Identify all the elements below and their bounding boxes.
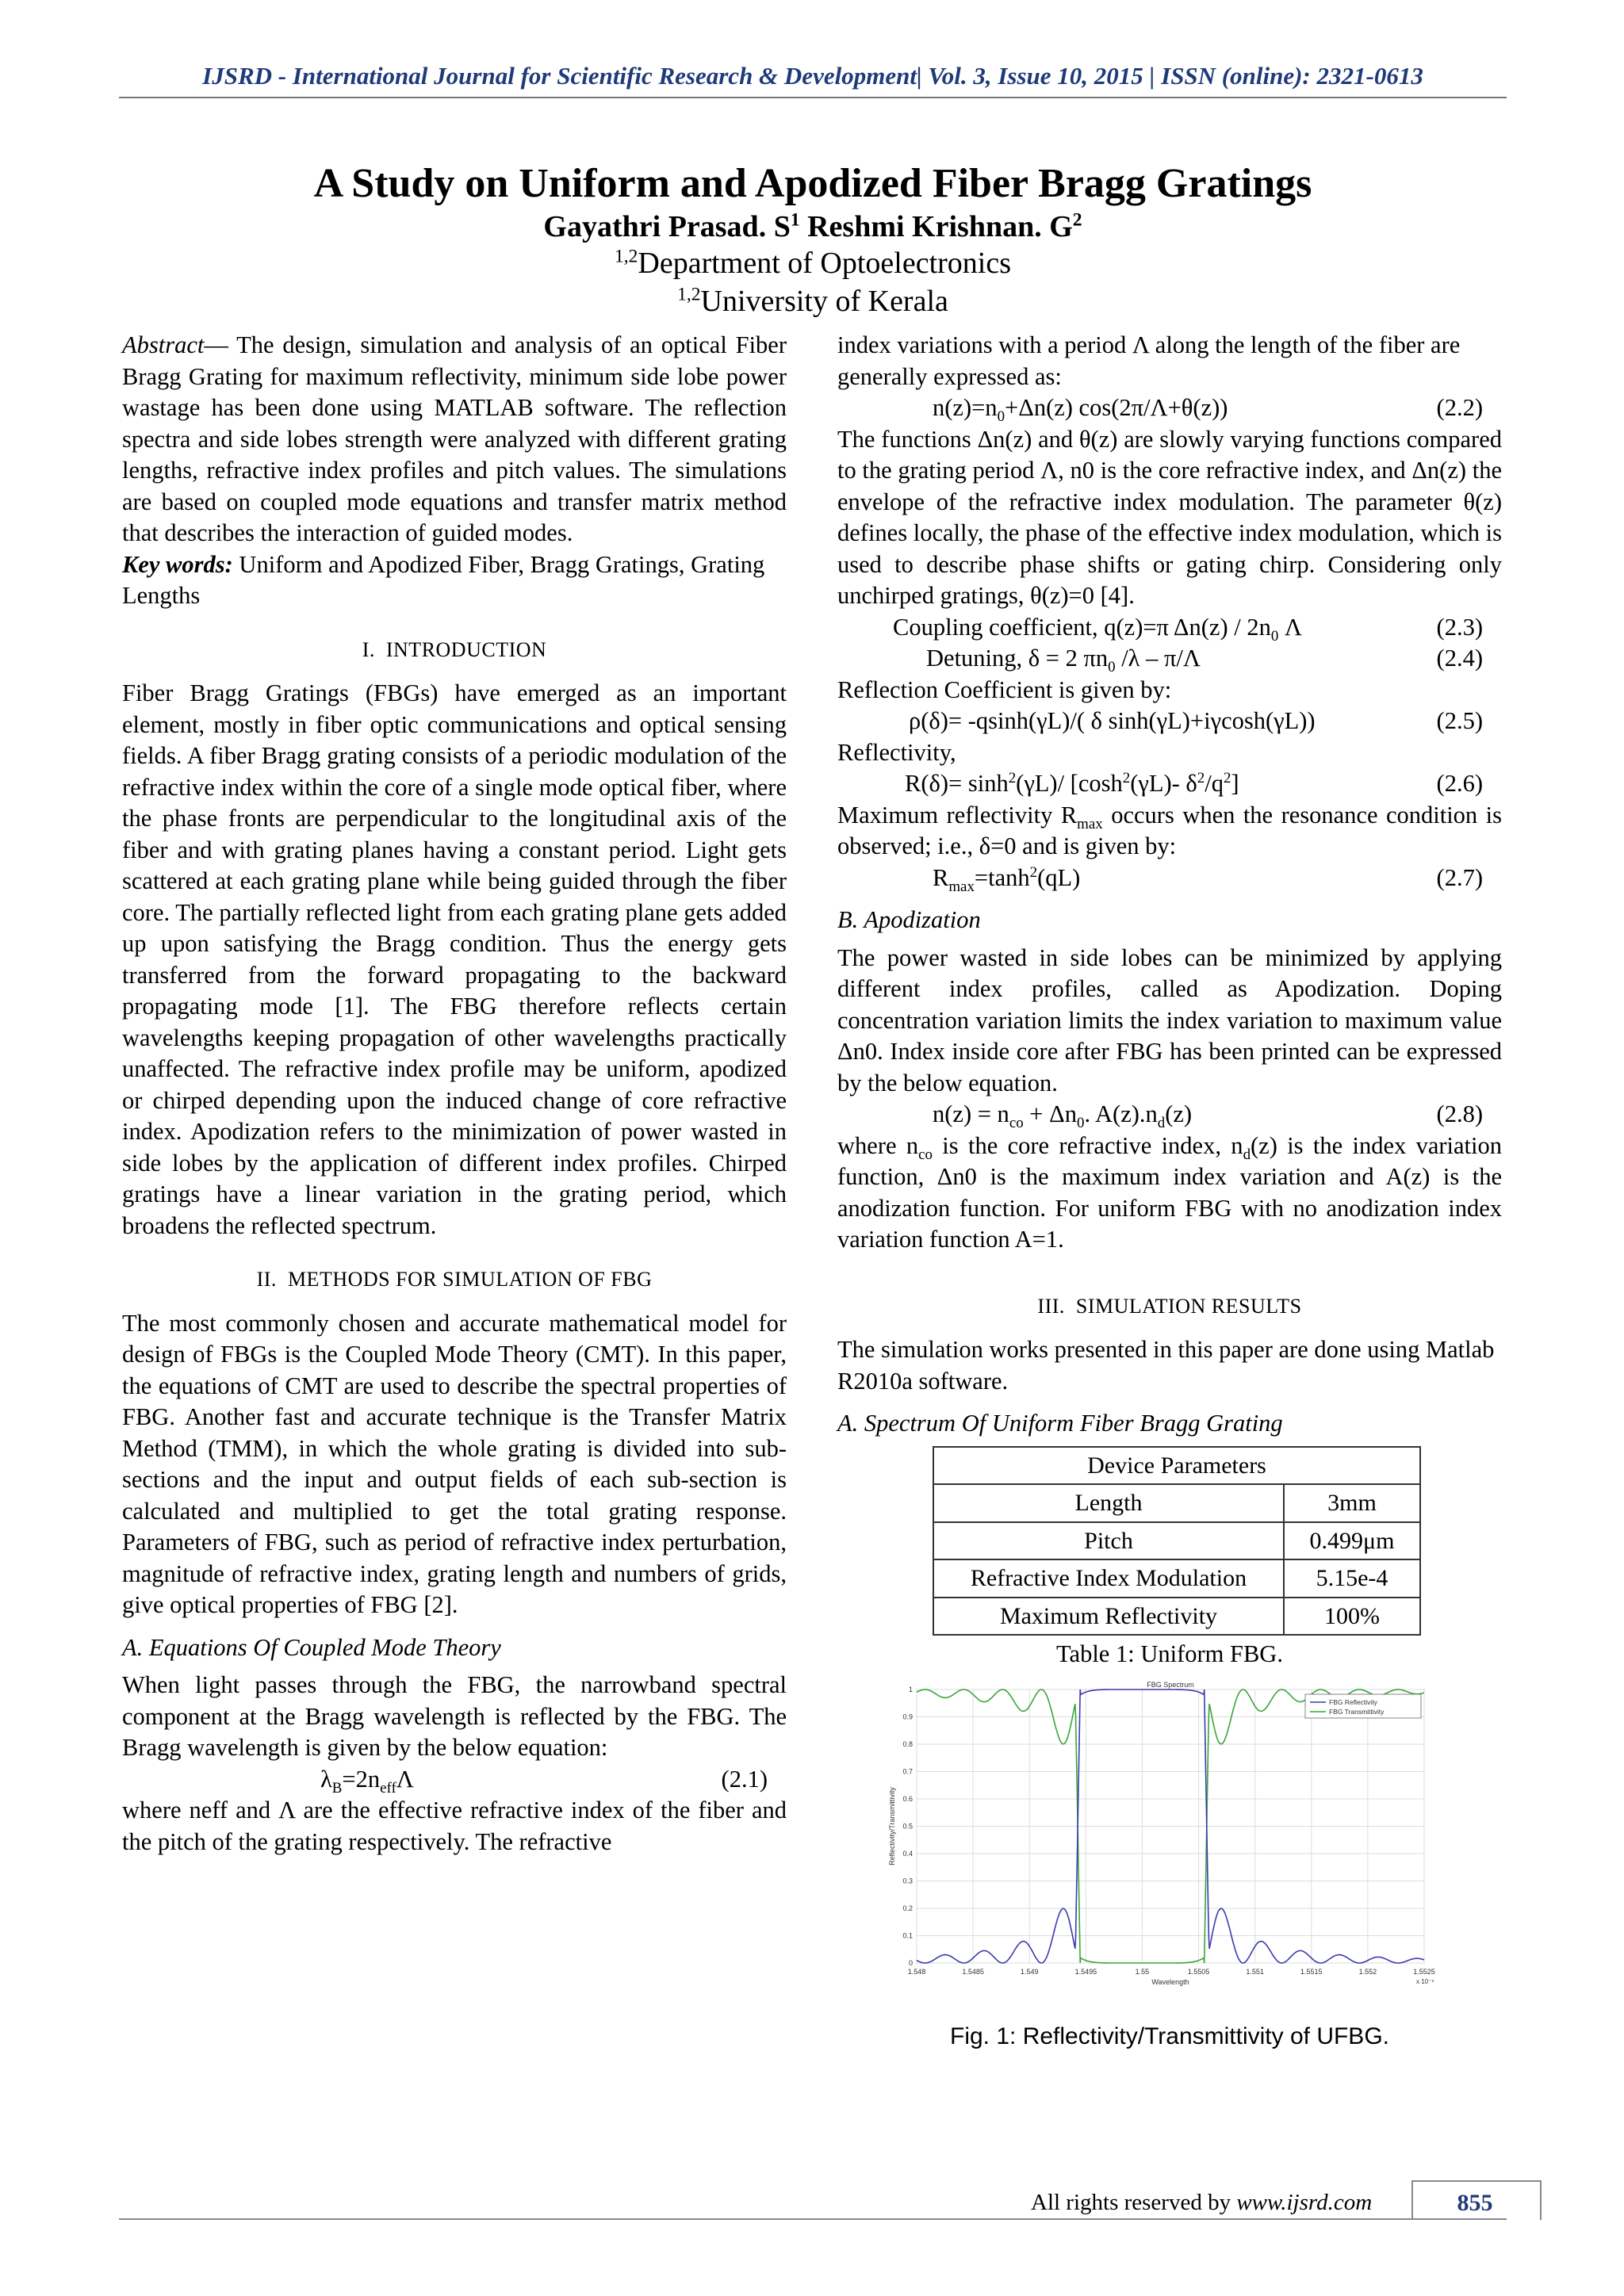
y-tick-label: 0.1	[902, 1931, 913, 1939]
eq28-body	[933, 1099, 1192, 1131]
methods-text: The most commonly chosen and accurate mathematical model for design of FBGs is the Coupled Mode Theory (CMT). In this paper, the equations of CMT are used to describe the spectral properties of FBG. Another fast and accurate technique is the Transfer Matrix Method (TMM), in which the whole grating is divided into sub-sections and the input and output fields of each sub-section is calculated and multiplied to get the total grating response. Parameters of FBG, such as period of refractive index perturbation, magnitude of refractive index, grating length and numbers of grids, give optical properties of FBG [2].	[122, 1309, 787, 1618]
y-tick-label: 0.5	[902, 1822, 913, 1830]
x-tick-label: 1.55	[1135, 1967, 1150, 1976]
authors	[119, 209, 1507, 244]
eq21-mid: =2n	[342, 1765, 381, 1793]
equation-2-8	[837, 1099, 1502, 1131]
eq21-pitch: Λ	[396, 1765, 414, 1793]
eq28-d: (z)	[1165, 1100, 1193, 1127]
table-caption: Table 1: Uniform FBG.	[1056, 1640, 1283, 1667]
section-sim-heading	[837, 1291, 1502, 1322]
x-axis-exponent: x 10⁻⁶	[1416, 1977, 1434, 1985]
x-tick-label: 1.5495	[1074, 1967, 1097, 1976]
eq28-b: + Δn	[1023, 1100, 1077, 1127]
abstract	[122, 330, 787, 549]
apod2-a: where n	[837, 1131, 919, 1159]
university	[119, 282, 1507, 320]
table-cell-value: 0.499μm	[1284, 1522, 1420, 1560]
eq28-s2: 0	[1077, 1115, 1085, 1132]
chart-title: FBG Spectrum	[1147, 1680, 1194, 1689]
eq23-body	[893, 612, 1302, 644]
x-tick-label: 1.5515	[1300, 1967, 1323, 1976]
cmt-text: When light passes through the FBG, the narrowband spectral component at the Bragg wavelength is reflected by the FBG. The Bragg wavelength is given by the below equation:	[122, 1671, 787, 1761]
apod2-s1: co	[918, 1146, 933, 1163]
apodization-text-2	[837, 1131, 1502, 1256]
rmax-a: Maximum reflectivity R	[837, 801, 1078, 828]
footer-rule	[119, 2218, 1507, 2220]
eq28-s3: d	[1157, 1115, 1166, 1132]
x-tick-label: 1.5505	[1187, 1967, 1210, 1976]
table-cell-param: Refractive Index Modulation	[933, 1559, 1284, 1598]
table-row	[933, 1559, 1420, 1598]
paper-title: A Study on Uniform and Apodized Fiber Bragg Gratings	[313, 161, 1312, 206]
footer-rights-text: All rights reserved by	[1031, 2190, 1237, 2215]
section-intro-heading	[122, 634, 787, 666]
chart-svg	[885, 1680, 1456, 1989]
eq26-s4: 2	[1223, 769, 1231, 786]
x-tick-label: 1.548	[907, 1967, 926, 1976]
eq25-number: (2.5)	[1436, 707, 1483, 734]
intro-text: Fiber Bragg Gratings (FBGs) have emerged as an important element, mostly in fiber optic communications and optical sensing fields. A fiber Bragg grating consists of a periodic modulation of the refractive index within the core of a single mode optical fiber, where the phase fronts are perpendicular to the longitudinal axis of the fiber and with grating planes having a constant period. Light gets scattered at each grating plane while being guided through the fiber core. The partially reflected light from each grating plane gets added up upon satisfying the Bragg condition. Thus the energy gets transferred from the forward propagating to the backward propagating mode [1]. The FBG therefore reflects certain wavelengths keeping propagation of other wavelengths practically unaffected. The refractive index profile may be uniform, apodized or chirped depending upon the induced change of core refractive index. Apodization refers to the minimization of power wasted in side lobes by the application of different index profiles. Chirped gratings have a linear variation in the grating period, which broadens the reflected spectrum.	[122, 679, 787, 1239]
eq27-sup: 2	[1029, 863, 1038, 881]
eq24-b: /λ – π/Λ	[1115, 645, 1201, 672]
title-block	[119, 159, 1507, 320]
eq27-sub: max	[948, 878, 975, 895]
eq21-sub-b: B	[331, 1779, 343, 1797]
table-cell-value: 5.15e-4	[1284, 1559, 1420, 1598]
department	[119, 244, 1507, 282]
y-tick-label: 0	[908, 1958, 913, 1967]
apod2-s2: d	[1243, 1146, 1251, 1163]
university-text: University of Kerala	[700, 285, 948, 318]
y-tick-label: 0.8	[902, 1739, 913, 1748]
eq23-number: (2.3)	[1436, 613, 1483, 641]
apod2-b: is the core refractive index, n	[932, 1131, 1243, 1159]
eq26-s1: 2	[1008, 769, 1017, 786]
eq26-c: (γL)- δ	[1130, 770, 1197, 797]
device-parameters-table	[933, 1446, 1421, 1636]
section-methods-heading	[122, 1264, 787, 1295]
eq27-b: =tanh	[974, 863, 1030, 891]
cmt-heading: A. Equations Of Coupled Mode Theory	[122, 1633, 501, 1661]
eq27-number: (2.7)	[1436, 863, 1483, 891]
eq21-sub-eff: eff	[380, 1779, 396, 1797]
eq28-number: (2.8)	[1436, 1100, 1483, 1127]
fbg-spectrum-chart	[885, 1680, 1456, 1989]
eq27-a: R	[933, 863, 949, 891]
equation-2-1	[122, 1764, 787, 1796]
legend-label: FBG Reflectivity	[1329, 1697, 1377, 1706]
table-cell-param: Pitch	[933, 1522, 1284, 1560]
x-tick-label: 1.552	[1358, 1967, 1377, 1976]
y-axis-label: Reflectivity/Transmittivity	[888, 1786, 896, 1866]
eq21-number: (2.1)	[721, 1765, 768, 1793]
eq24-body	[926, 643, 1201, 675]
footer-rights	[1031, 2190, 1372, 2216]
ufbg-heading: A. Spectrum Of Uniform Fiber Bragg Grating	[837, 1410, 1283, 1437]
table-row	[933, 1522, 1420, 1560]
eq23-sub: 0	[1270, 627, 1279, 645]
eq22-body	[933, 392, 1228, 424]
eq23-a: Coupling coefficient, q(z)=π Δn(z) / 2n	[893, 613, 1271, 641]
eq24-number: (2.4)	[1436, 645, 1483, 672]
eq25-body: ρ(δ)= -qsinh(γL)/( δ sinh(γL)+iγcosh(γL))	[909, 707, 1316, 734]
page-number: 855	[1457, 2190, 1493, 2216]
cmt-text-2-left: where neff and Λ are the effective refractive index of the fiber and the pitch of the grating respectively. The refractive	[122, 1797, 787, 1855]
equation-2-7	[837, 863, 1502, 894]
eq28-s1: co	[1009, 1115, 1024, 1132]
abstract-label: Abstract	[122, 331, 205, 358]
table-cell-param: Length	[933, 1484, 1284, 1522]
equation-2-4	[837, 643, 1502, 675]
legend-label: FBG Transmittivity	[1329, 1707, 1385, 1716]
equation-2-3	[837, 612, 1502, 644]
eq26-number: (2.6)	[1436, 770, 1483, 797]
rmax-text	[837, 800, 1502, 863]
author-2: Reshmi Krishnan. G	[807, 210, 1073, 243]
intro-num: I.	[362, 637, 375, 661]
department-text: Department of Optoelectronics	[638, 247, 1012, 280]
x-tick-label: 1.5525	[1413, 1967, 1435, 1976]
eq28-c: . A(z).n	[1084, 1100, 1158, 1127]
eq26-body	[905, 768, 1239, 800]
x-axis-label: Wavelength	[1151, 1977, 1189, 1986]
y-tick-label: 0.2	[902, 1904, 913, 1912]
cmt-text-2-right: index variations with a period Λ along the length of the fiber are generally expressed as:	[837, 331, 1461, 390]
y-tick-label: 0.9	[902, 1712, 913, 1720]
eq26-a: R(δ)= sinh	[905, 770, 1009, 797]
eq28-a: n(z) = n	[933, 1100, 1009, 1127]
right-column	[837, 330, 1502, 2052]
y-tick-label: 0.4	[902, 1849, 913, 1858]
reflectivity-text: Reflectivity,	[837, 738, 956, 766]
y-tick-label: 1	[908, 1685, 913, 1693]
journal-header: IJSRD - International Journal for Scientific Research & Development| Vol. 3, Issue 10, 2015 | ISSN (online): 2321-0613	[202, 62, 1423, 90]
eq26-s3: 2	[1197, 769, 1205, 786]
rmax-b: occurs when the resonance condition is observed; i.e., δ=0 and is given by:	[837, 801, 1502, 859]
sim-text: The simulation works presented in this paper are done using Matlab R2010a software.	[837, 1336, 1495, 1395]
table-header: Device Parameters	[933, 1447, 1420, 1485]
y-tick-label: 0.6	[902, 1794, 913, 1803]
eq26-e: ]	[1231, 770, 1239, 797]
table-cell-param: Maximum Reflectivity	[933, 1598, 1284, 1636]
table-cell-value: 3mm	[1284, 1484, 1420, 1522]
y-tick-label: 0.7	[902, 1767, 913, 1775]
figure-caption: Fig. 1: Reflectivity/Transmittivity of UFBG.	[950, 2022, 1389, 2049]
intro-title: INTRODUCTION	[385, 637, 547, 661]
univ-sup: 1,2	[677, 284, 701, 305]
author-2-sup: 2	[1072, 209, 1082, 231]
table-header-row	[933, 1447, 1420, 1485]
x-tick-label: 1.5485	[962, 1967, 984, 1976]
eq26-d: /q	[1205, 770, 1224, 797]
table-row	[933, 1598, 1420, 1636]
methods-num: II.	[256, 1268, 277, 1291]
equation-2-6	[837, 768, 1502, 800]
author-1-sup: 1	[790, 209, 800, 231]
eq21-body	[320, 1764, 414, 1796]
apodization-heading: B. Apodization	[837, 906, 981, 933]
cmt-text-3: The functions Δn(z) and θ(z) are slowly varying functions compared to the grating period Λ, n0 is the core refractive index, and Δn(z) the envelope of the refractive index modulation. The parameter θ(z) defines locally, the phase of the effective index modulation, which is used to describe phase shifts or gating chirp. Considering only unchirped gratings, θ(z)=0 [4].	[837, 425, 1502, 609]
table-cell-value: 100%	[1284, 1598, 1420, 1636]
eq27-body	[933, 863, 1080, 894]
footer-site-link[interactable]: www.ijsrd.com	[1236, 2190, 1373, 2215]
abstract-text: — The design, simulation and analysis of an optical Fiber Bragg Grating for maximum reflectivity, minimum side lobe power wastage has been done using MATLAB software. The reflection spectra and side lobes strength were analyzed with different grating lengths, refractive index profiles and pitch values. The simulations are based on coupled mode equations and transfer matrix method that describes the interaction of guided modes.	[122, 331, 787, 546]
keywords-label: Key words:	[122, 550, 233, 578]
apod2-c: (z) is the index variation function, Δn0 is the maximum index variation and A(z) is the anodization function. For uniform FBG with no anodization index variation function A=1.	[837, 1131, 1502, 1253]
keywords-text: Uniform and Apodized Fiber, Bragg Gratings, Grating Lengths	[122, 550, 765, 609]
eq23-b: Λ	[1278, 613, 1303, 641]
eq26-b: (γL)/ [cosh	[1016, 770, 1123, 797]
eq24-sub: 0	[1108, 659, 1116, 676]
x-tick-label: 1.549	[1020, 1967, 1039, 1976]
table-row	[933, 1484, 1420, 1522]
equation-2-5	[837, 706, 1502, 737]
keywords	[122, 549, 787, 612]
author-1: Gayathri Prasad. S	[543, 210, 791, 243]
rmax-sub: max	[1077, 815, 1103, 832]
x-tick-label: 1.551	[1246, 1967, 1264, 1976]
eq22-b: +Δn(z) cos(2π/Λ+θ(z))	[1005, 394, 1228, 421]
equation-2-2	[837, 392, 1502, 424]
reflection-coefficient-text: Reflection Coefficient is given by:	[837, 675, 1172, 703]
sim-num: III.	[1037, 1294, 1065, 1318]
dept-sup: 1,2	[614, 246, 638, 267]
eq24-a: Detuning, δ = 2 πn	[926, 645, 1109, 672]
eq22-sub: 0	[997, 408, 1005, 426]
y-tick-label: 0.3	[902, 1877, 913, 1885]
eq26-s2: 2	[1122, 769, 1131, 786]
sim-title: SIMULATION RESULTS	[1075, 1294, 1302, 1318]
left-column	[122, 330, 787, 1858]
eq22-a: n(z)=n	[933, 394, 998, 421]
eq27-c: (qL)	[1037, 863, 1081, 891]
header-rule	[119, 97, 1507, 98]
eq21-lambda: λ	[320, 1765, 332, 1793]
eq22-number: (2.2)	[1436, 394, 1483, 421]
apodization-text: The power wasted in side lobes can be minimized by applying different index profiles, called as Apodization. Doping concentration variation limits the index variation to maximum value Δn0. Index inside core after FBG has been printed can be expressed by the below equation.	[837, 943, 1502, 1096]
methods-title: METHODS FOR SIMULATION OF FBG	[287, 1268, 653, 1291]
